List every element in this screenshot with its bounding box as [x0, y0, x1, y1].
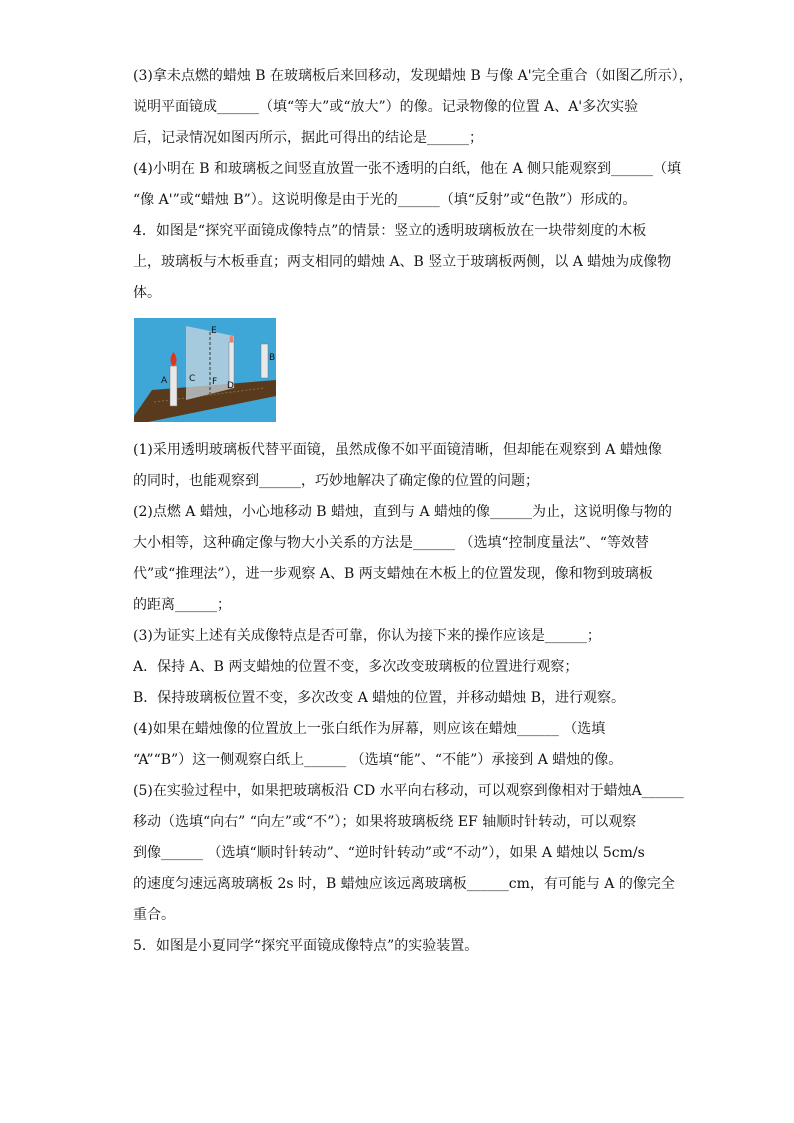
- question-4-stem: 4．如图是“探究平面镜成像特点”的情景：竖立的透明玻璃板放在一块带刻度的木板: [133, 223, 647, 239]
- text-line: “像 A'”或“蜡烛 B”）。这说明像是由于光的______（填“反射”或“色散”）形成的。: [133, 192, 637, 208]
- label-f: F: [212, 377, 218, 387]
- text-line: 的速度匀速远离玻璃板 2s 时，B 蜡烛应该远离玻璃板______cm，有可能与 A 的像完全: [133, 876, 675, 892]
- question-5-stem: 5．如图是小夏同学“探究平面镜成像特点”的实验装置。: [133, 938, 479, 954]
- label-b: B: [269, 353, 276, 363]
- label-e: E: [211, 326, 217, 336]
- candle-a: [170, 366, 177, 406]
- text-line: 大小相等，这种确定像与物大小关系的方法是______ （选填“控制度量法”、“等效替: [133, 535, 649, 551]
- text-line: 重合。: [133, 907, 175, 923]
- label-c: C: [189, 374, 196, 384]
- text-line: 到像______ （选填“顺时针转动”、“逆时针转动”或“不动”），如果 A 蜡烛以 5cm/s: [133, 845, 645, 861]
- experiment-figure: [134, 318, 276, 422]
- text-line: (4)小明在 B 和玻璃板之间竖直放置一张不透明的白纸，他在 A 侧只能观察到______（填: [133, 161, 682, 177]
- option-b: B．保持玻璃板位置不变，多次改变 A 蜡烛的位置，并移动蜡烛 B，进行观察。: [133, 690, 626, 706]
- text-line: 代”或“推理法”），进一步观察 A、B 两支蜡烛在木板上的位置发现，像和物到玻璃板: [133, 566, 653, 582]
- text-line: (4)如果在蜡烛像的位置放上一张白纸作为屏幕，则应该在蜡烛______ （选填: [133, 721, 606, 737]
- text-line: (3)为证实上述有关成像特点是否可靠，你认为接下来的操作应该是______；: [133, 628, 601, 644]
- option-a: A．保持 A、B 两支蜡烛的位置不变，多次改变玻璃板的位置进行观察；: [133, 659, 579, 675]
- text-line: 的距离______；: [133, 597, 231, 613]
- text-line: 后，记录情况如图丙所示，据此可得出的结论是______；: [133, 130, 483, 146]
- text-line: 上，玻璃板与木板垂直；两支相同的蜡烛 A、B 竖立于玻璃板两侧，以 A 蜡烛为成像物: [133, 254, 672, 270]
- text-line: 的同时，也能观察到______，巧妙地解决了确定像的位置的问题；: [133, 473, 539, 489]
- text-line: (5)在实验过程中，如果把玻璃板沿 CD 水平向右移动，可以观察到像相对于蜡烛A______: [133, 783, 684, 799]
- label-d: D: [227, 381, 234, 391]
- plane-mirror-experiment-diagram: [134, 318, 276, 422]
- text-line: (2)点燃 A 蜡烛，小心地移动 B 蜡烛，直到与 A 蜡烛的像______为止，这说明像与物的: [133, 504, 673, 520]
- text-line: (3)拿未点燃的蜡烛 B 在玻璃板后来回移动，发现蜡烛 B 与像 A'完全重合（如图乙所示），: [133, 68, 693, 84]
- candle-b: [261, 344, 268, 378]
- text-line: (1)采用透明玻璃板代替平面镜，虽然成像不如平面镜清晰，但却能在观察到 A 蜡烛像: [133, 442, 662, 458]
- text-line: 说明平面镜成______（填“等大”或“放大”）的像。记录物像的位置 A、A'多次实验: [133, 99, 639, 115]
- text-line: 体。: [133, 285, 161, 301]
- text-line: “A”“B”）这一侧观察白纸上______ （选填“能”、“不能”）承接到 A 蜡烛的像。: [133, 752, 623, 768]
- label-a: A: [161, 376, 168, 386]
- text-line: 移动（选填“向右” “向左”或“不”）；如果将玻璃板绕 EF 轴顺时针转动，可以观察: [133, 814, 637, 830]
